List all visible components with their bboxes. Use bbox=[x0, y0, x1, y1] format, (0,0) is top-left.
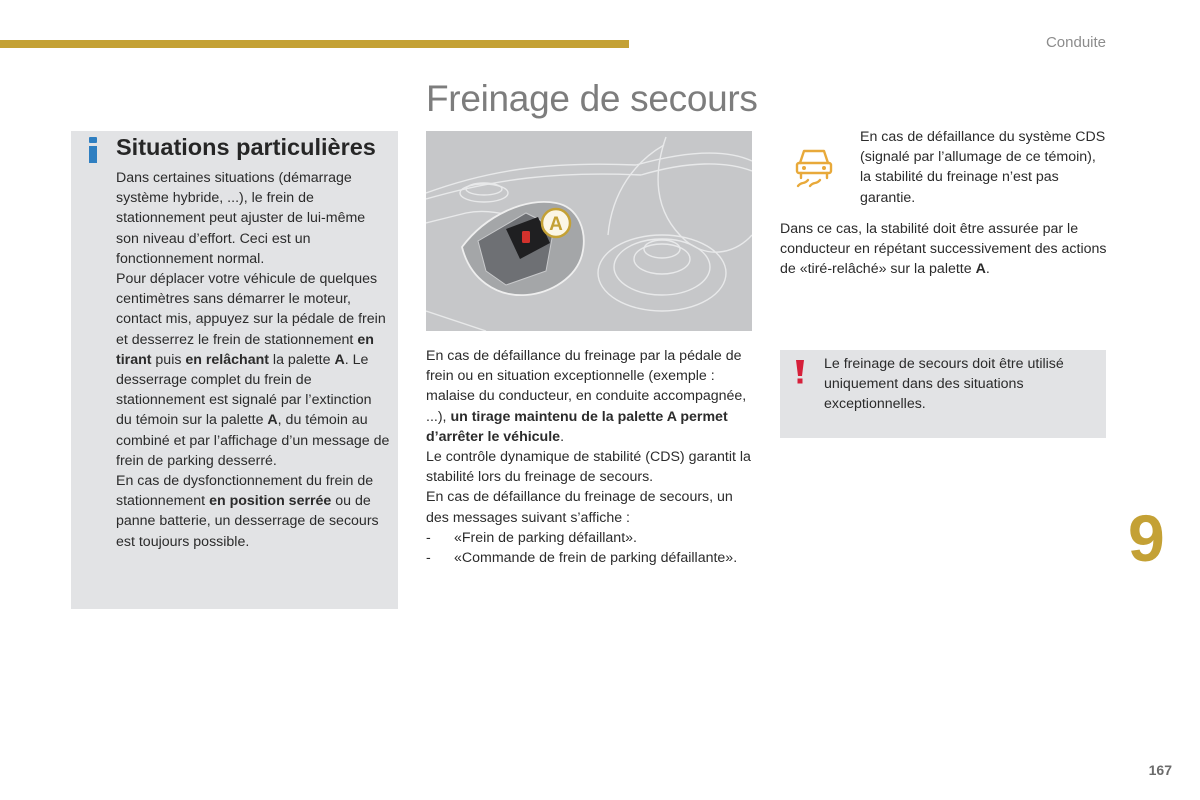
stability-warning-icon bbox=[790, 141, 838, 189]
info-paragraph: Dans certaines situations (démarrage système hybride, ...), le frein de stationnement peut ajuster de lui-même son niveau d’effort. Ceci est un fonctionnement normal. bbox=[116, 170, 366, 267]
callout-label-a: A bbox=[549, 214, 563, 235]
warning-text: Le freinage de secours doit être utilisé uniquement dans des situations exceptionnelles. bbox=[824, 356, 1064, 413]
header-accent-rule bbox=[0, 40, 629, 48]
text-paragraph: En cas de défaillance du freinage de secours, un des messages suivant s’affiche : bbox=[426, 489, 733, 526]
info-heading: Situations particulières bbox=[116, 134, 376, 160]
section-label: Conduite bbox=[1045, 34, 1106, 51]
list-item: - «Frein de parking défaillant». bbox=[426, 529, 637, 546]
info-paragraph: Pour déplacer votre véhicule de quelques centimètres sans démarrer le moteur, contact mis, appuyez sur la pédale de frein et desserrez le frein de stationnement en tirant puis en relâchant la palette A. Le desserrage complet du frein de stationnement est signalé par l’extinction du témoin sur la palette A, du témoin au combiné et par l’affichage d’un message de frein de parking desserré. bbox=[116, 271, 390, 469]
info-icon bbox=[86, 137, 100, 163]
text-paragraph: Le contrôle dynamique de stabilité (CDS) garantit la stabilité lors du freinage de secours. bbox=[426, 449, 751, 486]
info-paragraph: En cas de dysfonctionnement du frein de stationnement en position serrée ou de panne batterie, un desserrage de secours est toujours possible. bbox=[116, 473, 379, 550]
cds-failure-text: En cas de défaillance du système CDS (signalé par l’allumage de ce témoin), la stabilité du freinage n’est pas garantie. bbox=[860, 129, 1106, 206]
list-item: - «Commande de frein de parking défaillante». bbox=[426, 550, 738, 567]
text-paragraph: En cas de défaillance du freinage par la pédale de frein ou en situation exceptionnelle (exemple : malaise du conducteur, en conduite accompagnée, ...), un tirage maintenu de la palette A permet d’arrêter le véhicule. bbox=[426, 348, 747, 445]
exclamation-icon bbox=[795, 360, 805, 384]
chapter-number: 9 bbox=[1128, 501, 1165, 575]
info-body bbox=[116, 168, 391, 552]
message-list bbox=[426, 528, 752, 568]
cds-followup-text: Dans ce cas, la stabilité doit être assurée par le conducteur en répétant successivement des actions de «tiré-relâché» sur la palette A. bbox=[780, 221, 1107, 278]
emergency-braking-text bbox=[426, 346, 752, 568]
parking-brake-illustration bbox=[426, 131, 752, 331]
page-number: 167 bbox=[1148, 762, 1172, 778]
page-title: Freinage de secours bbox=[426, 78, 758, 119]
